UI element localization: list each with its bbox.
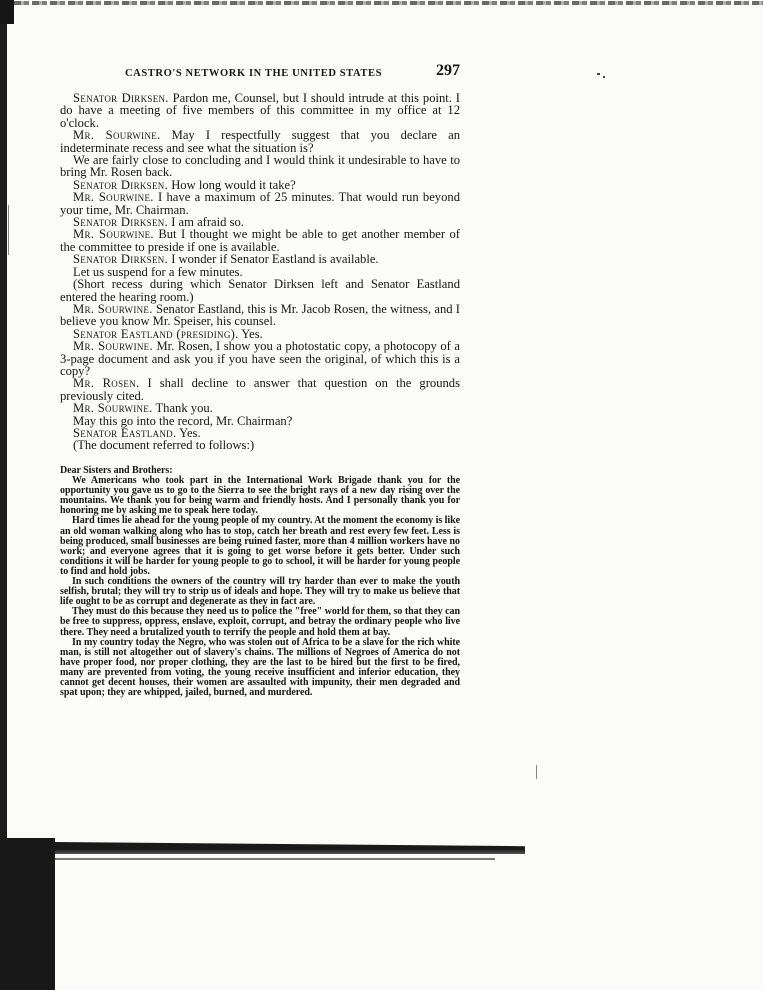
speaker-name: Mr. Sourwine. xyxy=(73,190,154,205)
transcript-paragraph xyxy=(60,303,460,328)
speech-text: Mr. Rosen, I show you a photostatic copy, a photocopy of a 3-page document and ask you if you have seen the original, of which this is a copy? xyxy=(60,339,461,378)
scan-border-top xyxy=(14,1,763,5)
transcript-paragraph xyxy=(60,278,460,303)
scan-speck xyxy=(8,205,9,255)
speech-text: Yes. xyxy=(179,425,201,440)
scan-speck xyxy=(597,73,600,75)
page-number: 297 xyxy=(436,62,460,79)
scan-corner-mark xyxy=(0,0,14,24)
speaker-name: Senator Eastland (presiding). xyxy=(73,326,239,341)
letter-salutation: Dear Sisters and Brothers: xyxy=(60,465,173,476)
speaker-name: Senator Eastland. xyxy=(73,425,177,440)
letter-paragraph: Hard times lie ahead for the young people of my country. At the moment the economy is like an old woman walking along who has to stop, catch her breath and rest every few feet. Less is being produced, small businesses are being ruined faster, more than 4 million workers have no work; and everyone agrees that it is going to get worse before it gets better. Under such conditions it will be harder for young people to go to school, it will be harder for young people to find and hold jobs. xyxy=(60,515,460,577)
transcript-paragraph xyxy=(60,129,460,154)
speaker-name: Senator Dirksen. xyxy=(73,252,169,267)
transcript-paragraph xyxy=(60,154,460,179)
scan-speck xyxy=(603,76,605,78)
speech-text: Senator Eastland, this is Mr. Jacob Rosen, the witness, and I believe you know Mr. Speiser, his counsel. xyxy=(60,301,460,329)
speaker-name: Mr. Sourwine. xyxy=(73,339,153,354)
speech-text: Pardon me, Counsel, but I should intrude at this point. I do have a meeting of five members of this committee in my office at 12 o'clock. xyxy=(60,91,461,130)
speech-text: May this go into the record, Mr. Chairman? xyxy=(73,413,293,428)
transcript xyxy=(60,92,460,452)
stage-direction: (The document referred to follows:) xyxy=(73,438,255,453)
transcript-paragraph xyxy=(60,439,460,451)
letter-paragraph: They must do this because they need us to police the "free" world for them, so that they can be free to suppress, oppress, enslave, exploit, corrupt, and betray the ordinary people who live there. They need a brutalized youth to terrify the people and hold them at bay. xyxy=(60,606,460,638)
quoted-letter xyxy=(60,466,460,698)
speech-text: I wonder if Senator Eastland is available. xyxy=(171,252,379,267)
speaker-name: Mr. Sourwine. xyxy=(73,128,161,143)
letter-paragraph: In my country today the Negro, who was stolen out of Africa to be a slave for the rich white man, is still not altogether out of slavery's chains. The millions of Negroes of America do not have proper food, nor proper clothing, they are the last to be hired but the first to be fired, many are prevented from voting, the young receive insufficient and inferior education, they cannot get decent houses, their women are assaulted with impunity, their men degraded and spat upon; they are whipped, jailed, burned, and murdered. xyxy=(60,636,460,699)
speech-text: Yes. xyxy=(241,326,263,341)
stage-direction: (Short recess during which Senator Dirksen left and Senator Eastland entered the hearing room.) xyxy=(60,277,460,304)
speech-text: We are fairly close to concluding and I would think it undesirable to have to bring Mr. Rosen back. xyxy=(60,153,460,180)
scan-shadow-band xyxy=(55,842,525,854)
scan-shadow-line xyxy=(55,858,495,860)
transcript-paragraph xyxy=(60,340,460,377)
speaker-name: Senator Dirksen. xyxy=(73,91,169,105)
transcript-paragraph xyxy=(60,191,460,216)
speaker-name: Senator Dirksen. xyxy=(73,215,169,230)
scan-speck xyxy=(536,765,537,779)
speaker-name: Mr. Sourwine. xyxy=(73,301,153,316)
speaker-name: Senator Dirksen. xyxy=(73,177,169,192)
letter-paragraph: We Americans who took part in the International Work Brigade thank you for the opportunity you gave us to go to the Sierra to see the bright rays of a new day rising over the mountains. We thank you for being warm and friendly hosts. And I personally thank you for honoring me by asking me to speak here today. xyxy=(60,475,460,517)
speaker-name: Mr. Rosen. xyxy=(73,376,140,391)
speech-text: I shall decline to answer that question on the grounds previously cited. xyxy=(60,376,460,403)
transcript-paragraph xyxy=(60,377,460,402)
speech-text: Let us suspend for a few minutes. xyxy=(73,264,243,279)
speech-text: But I thought we might be able to get another member of the committee to preside if one is available. xyxy=(60,227,460,254)
page-header xyxy=(125,62,460,82)
speaker-name: Mr. Sourwine. xyxy=(73,401,153,416)
speech-text: How long would it take? xyxy=(171,177,296,192)
speaker-name: Mr. Sourwine. xyxy=(73,227,154,242)
speech-text: Thank you. xyxy=(155,401,213,416)
speech-text: I have a maximum of 25 minutes. That would run beyond your time, Mr. Chairman. xyxy=(60,190,460,217)
speech-text: I am afraid so. xyxy=(171,215,244,230)
running-head: CASTRO'S NETWORK IN THE UNITED STATES xyxy=(125,68,383,79)
letter-paragraph: In such conditions the owners of the country will try harder than ever to make the youth selfish, brutal; they will try to strip us of ideals and hope. They will try to make us believe that life ought to be as corrupt and degenerate as they in fact are. xyxy=(60,576,460,608)
speech-text: May I respectfully suggest that you declare an indeterminate recess and see what the situation is? xyxy=(60,128,460,155)
transcript-paragraph xyxy=(60,228,460,253)
scan-shadow-bottom-left xyxy=(0,838,55,990)
transcript-paragraph xyxy=(60,92,460,129)
